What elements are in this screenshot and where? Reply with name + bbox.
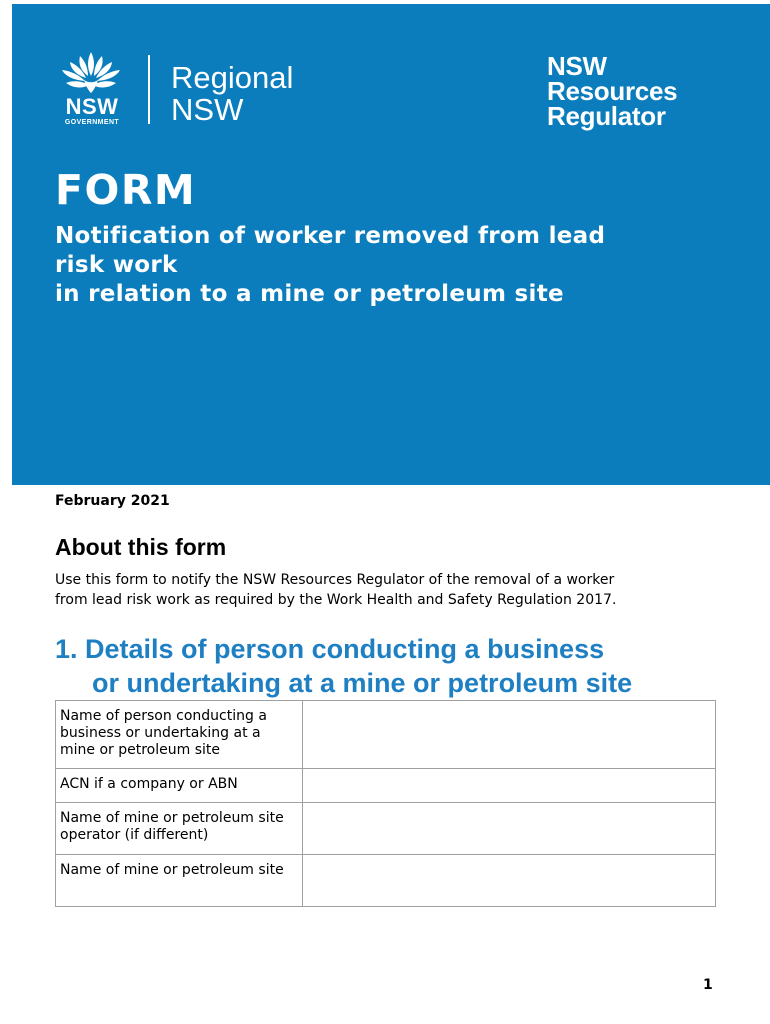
- regional-nsw-logo: [171, 62, 293, 126]
- regional-line1: Regional: [171, 60, 294, 95]
- section-1-heading-line1: 1. Details of person conducting a business: [55, 634, 605, 664]
- table-row: [56, 855, 716, 907]
- subtitle-line-3: in relation to a mine or petroleum site: [55, 281, 564, 307]
- regulator-line3: Regulator: [547, 101, 666, 131]
- form-subtitle: [55, 222, 695, 309]
- pcbu-name-field[interactable]: [303, 701, 716, 769]
- field-label: ACN if a company or ABN: [56, 769, 303, 803]
- site-name-field[interactable]: [303, 855, 716, 907]
- nsw-wordmark: NSW: [65, 94, 119, 119]
- acn-abn-field[interactable]: [303, 769, 716, 803]
- government-wordmark: GOVERNMENT: [64, 119, 120, 126]
- regulator-line2: Resources: [547, 76, 678, 106]
- logo-divider: [148, 55, 150, 124]
- table-row: [56, 701, 716, 769]
- subtitle-line-1: Notification of worker removed from lead: [55, 223, 606, 249]
- table-row: [56, 769, 716, 803]
- about-text: [55, 570, 735, 610]
- publication-date: February 2021: [55, 493, 170, 509]
- field-label: Name of mine or petroleum site: [56, 855, 303, 907]
- site-operator-field[interactable]: [303, 803, 716, 855]
- pcbu-details-table: [55, 700, 716, 907]
- waratah-icon: [58, 50, 124, 94]
- field-label: Name of person conducting a business or undertaking at a mine or petroleum site: [56, 701, 303, 769]
- regional-line2: NSW: [171, 92, 244, 127]
- resources-regulator-logo: [547, 51, 678, 131]
- field-label: Name of mine or petroleum site operator (if different): [56, 803, 303, 855]
- subtitle-line-2: risk work: [55, 252, 178, 278]
- regulator-line1: NSW: [547, 51, 607, 81]
- section-1-heading-line2: or undertaking at a mine or petroleum site: [92, 668, 633, 698]
- page-number: 1: [703, 977, 713, 993]
- nsw-government-logo: [52, 50, 132, 130]
- section-1-heading: [55, 632, 755, 700]
- about-heading: About this form: [55, 534, 227, 560]
- table-row: [56, 803, 716, 855]
- about-line-2: from lead risk work as required by the Work Health and Safety Regulation 2017.: [55, 592, 617, 608]
- about-line-1: Use this form to notify the NSW Resources Regulator of the removal of a worker: [55, 572, 615, 588]
- form-title: FORM: [55, 166, 197, 214]
- cover-banner: [12, 4, 770, 485]
